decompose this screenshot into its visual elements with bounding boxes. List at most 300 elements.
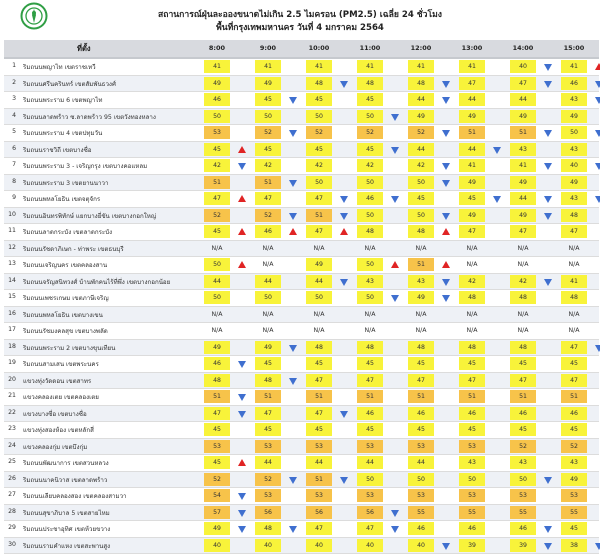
trend-down-arrow-icon [493, 147, 501, 154]
pm25-value-cell: 50 [561, 126, 587, 139]
pm25-value-cell: 57 [204, 506, 230, 519]
pm25-value-cell: 48 [408, 225, 434, 238]
station-location: ริมถนนพระราม 3 เขตยานนาวา [23, 178, 203, 188]
trend-down-arrow-icon [340, 279, 348, 286]
trend-down-arrow-icon [238, 526, 246, 533]
pm25-value-cell: 49 [510, 110, 536, 123]
row-number: 21 [4, 392, 16, 399]
table-row [4, 439, 599, 456]
row-number: 2 [4, 79, 16, 86]
trend-up-arrow-icon [238, 261, 246, 268]
pm25-value-cell: N/A [255, 324, 281, 337]
table-row [4, 455, 599, 472]
station-location: ริมถนนพัฒนาการ เขตสวนหลวง [23, 458, 203, 468]
pm25-value-cell: 41 [255, 60, 281, 73]
time-column-header: 12:00 [398, 44, 444, 52]
pm25-value-cell: 51 [255, 390, 281, 403]
station-location: ริมถนนรามคำแหง เขตสะพานสูง [23, 541, 203, 551]
trend-down-arrow-icon [442, 97, 450, 104]
trend-down-arrow-icon [289, 378, 297, 385]
trend-down-arrow-icon [442, 543, 450, 550]
pm25-value-cell: 48 [561, 291, 587, 304]
row-number: 28 [4, 508, 16, 515]
pm25-value-cell: 49 [561, 176, 587, 189]
pm25-value-cell: N/A [204, 242, 230, 255]
trend-down-arrow-icon [442, 81, 450, 88]
pm25-value-cell: 51 [408, 390, 434, 403]
station-location: แขวงทุ่งสองห้อง เขตหลักสี่ [23, 425, 203, 435]
pm25-value-cell: 55 [459, 506, 485, 519]
station-location: แขวงทุ่งวัดดอน เขตสาทร [23, 376, 203, 386]
pm25-value-cell: 47 [357, 374, 383, 387]
pm25-value-cell: 50 [357, 176, 383, 189]
pm25-value-cell: 43 [561, 93, 587, 106]
trend-down-arrow-icon [544, 279, 552, 286]
pm25-value-cell: 45 [306, 357, 332, 370]
pm25-value-cell: 46 [357, 192, 383, 205]
station-location: ริมถนนลาดกระบัง เขตลาดกระบัง [23, 227, 203, 237]
table-row [4, 109, 599, 126]
pm25-value-cell: N/A [408, 324, 434, 337]
pm25-value-cell: 47 [459, 374, 485, 387]
pm25-value-cell: 47 [306, 192, 332, 205]
time-column-header: 15:00 [551, 44, 597, 52]
pm25-value-cell: N/A [204, 308, 230, 321]
pm25-value-cell: 43 [561, 192, 587, 205]
pm25-value-cell: 50 [306, 176, 332, 189]
row-number: 23 [4, 425, 16, 432]
pm25-value-cell: 44 [204, 275, 230, 288]
pm25-value-cell: 47 [510, 77, 536, 90]
pm25-value-cell: 45 [357, 357, 383, 370]
row-number: 10 [4, 211, 16, 218]
row-number: 7 [4, 161, 16, 168]
pm25-value-cell: 49 [408, 291, 434, 304]
trend-down-arrow-icon [442, 279, 450, 286]
pm25-value-cell: 48 [357, 77, 383, 90]
pm25-value-cell: 48 [357, 225, 383, 238]
table-row [4, 241, 599, 258]
pm25-value-cell: 51 [408, 258, 434, 271]
pm25-value-cell: 50 [306, 110, 332, 123]
row-number: 6 [4, 145, 16, 152]
table-row [4, 307, 599, 324]
row-number: 1 [4, 62, 16, 69]
pm25-value-cell: 41 [459, 159, 485, 172]
trend-down-arrow-icon [289, 213, 297, 220]
pm25-value-cell: 48 [306, 341, 332, 354]
pm25-value-cell: 42 [357, 159, 383, 172]
row-number: 25 [4, 458, 16, 465]
pm25-value-cell: 45 [306, 423, 332, 436]
pm25-value-cell: N/A [306, 324, 332, 337]
pm25-value-cell: 52 [255, 473, 281, 486]
pm25-value-cell: 45 [408, 192, 434, 205]
pm25-value-cell: 47 [255, 407, 281, 420]
pm25-value-cell: 50 [408, 209, 434, 222]
trend-down-arrow-icon [544, 163, 552, 170]
pm25-value-cell: 45 [204, 456, 230, 469]
pm25-value-cell: 49 [204, 522, 230, 535]
pm25-value-cell: 52 [561, 440, 587, 453]
pm25-table [4, 40, 599, 554]
pm25-value-cell: 45 [204, 423, 230, 436]
row-number: 24 [4, 442, 16, 449]
pm25-value-cell: 43 [408, 275, 434, 288]
pm25-value-cell: 48 [510, 341, 536, 354]
trend-down-arrow-icon [391, 196, 399, 203]
trend-down-arrow-icon [442, 163, 450, 170]
pm25-value-cell: N/A [357, 324, 383, 337]
trend-down-arrow-icon [289, 345, 297, 352]
pm25-value-cell: 53 [408, 440, 434, 453]
pm25-value-cell: 51 [204, 176, 230, 189]
row-number: 20 [4, 376, 16, 383]
pm25-value-cell: 55 [408, 506, 434, 519]
pm25-value-cell: 53 [306, 489, 332, 502]
pm25-value-cell: 46 [510, 407, 536, 420]
pm25-value-cell: 50 [357, 258, 383, 271]
trend-up-arrow-icon [289, 228, 297, 235]
table-row [4, 389, 599, 406]
pm25-value-cell: N/A [510, 258, 536, 271]
trend-down-arrow-icon [544, 543, 552, 550]
pm25-value-cell: 50 [204, 291, 230, 304]
pm25-value-cell: 41 [408, 60, 434, 73]
pm25-value-cell: 47 [357, 522, 383, 535]
row-number: 19 [4, 359, 16, 366]
pm25-value-cell: 49 [204, 77, 230, 90]
pm25-value-cell: 50 [204, 258, 230, 271]
pm25-value-cell: 53 [408, 489, 434, 502]
pm25-value-cell: 47 [561, 225, 587, 238]
pm25-value-cell: 53 [204, 126, 230, 139]
pm25-value-cell: 43 [357, 275, 383, 288]
pm25-value-cell: 50 [255, 291, 281, 304]
pm25-value-cell: 47 [204, 407, 230, 420]
pm25-value-cell: N/A [204, 324, 230, 337]
pm25-value-cell: 51 [306, 390, 332, 403]
trend-down-arrow-icon [391, 114, 399, 121]
pm25-value-cell: 51 [306, 473, 332, 486]
pm25-value-cell: 45 [255, 93, 281, 106]
pm25-value-cell: 40 [561, 159, 587, 172]
trend-down-arrow-icon [544, 81, 552, 88]
pm25-value-cell: 41 [561, 275, 587, 288]
station-location: ริมถนนพหลโยธิน เขตบางเขน [23, 310, 203, 320]
pm25-value-cell: 47 [306, 522, 332, 535]
pm25-value-cell: 49 [306, 258, 332, 271]
row-number: 15 [4, 293, 16, 300]
pm25-value-cell: 45 [459, 192, 485, 205]
pm25-value-cell: 41 [459, 60, 485, 73]
pm25-value-cell: 49 [459, 209, 485, 222]
pm25-value-cell: 53 [459, 440, 485, 453]
pm25-value-cell: 50 [459, 473, 485, 486]
pm25-value-cell: 47 [408, 374, 434, 387]
pm25-value-cell: 44 [306, 275, 332, 288]
pm25-value-cell: N/A [408, 308, 434, 321]
pm25-value-cell: 49 [408, 110, 434, 123]
station-location: ริมถนนพระราม 4 เขตปทุมวัน [23, 128, 203, 138]
station-location: ริมถนนประชาอุทิศ เขตห้วยขวาง [23, 524, 203, 534]
pm25-value-cell: N/A [306, 308, 332, 321]
trend-down-arrow-icon [442, 295, 450, 302]
pm25-value-cell: 50 [357, 209, 383, 222]
trend-down-arrow-icon [595, 196, 600, 203]
trend-down-arrow-icon [238, 411, 246, 418]
pm25-value-cell: 41 [510, 159, 536, 172]
pm25-value-cell: 45 [255, 423, 281, 436]
pm25-value-cell: 44 [408, 143, 434, 156]
pm25-value-cell: 48 [459, 341, 485, 354]
pm25-value-cell: 47 [510, 374, 536, 387]
trend-down-arrow-icon [391, 147, 399, 154]
row-number: 5 [4, 128, 16, 135]
row-number: 9 [4, 194, 16, 201]
pm25-value-cell: N/A [561, 258, 587, 271]
pm25-value-cell: 49 [561, 110, 587, 123]
trend-down-arrow-icon [544, 526, 552, 533]
trend-down-arrow-icon [595, 97, 600, 104]
table-row [4, 59, 599, 76]
pm25-value-cell: 50 [357, 291, 383, 304]
pm25-value-cell: 47 [561, 341, 587, 354]
pm25-value-cell: 44 [459, 93, 485, 106]
table-row [4, 472, 599, 489]
trend-down-arrow-icon [442, 213, 450, 220]
pm25-value-cell: 44 [306, 456, 332, 469]
pm25-value-cell: 48 [357, 341, 383, 354]
pm25-value-cell: 40 [408, 539, 434, 552]
time-column-header: 14:00 [500, 44, 546, 52]
pm25-value-cell: 53 [459, 489, 485, 502]
pm25-value-cell: 45 [408, 423, 434, 436]
pm25-value-cell: 50 [204, 110, 230, 123]
trend-down-arrow-icon [289, 130, 297, 137]
table-row [4, 92, 599, 109]
pm25-value-cell: 48 [306, 77, 332, 90]
table-row [4, 521, 599, 538]
trend-down-arrow-icon [442, 130, 450, 137]
station-location: ริมถนนลาดพร้าว ซ.ลาดพร้าว 95 เขตวังทองหลาง [23, 112, 203, 122]
trend-down-arrow-icon [595, 81, 600, 88]
pm25-value-cell: 55 [510, 506, 536, 519]
row-number: 30 [4, 541, 16, 548]
row-number: 8 [4, 178, 16, 185]
pm25-value-cell: 54 [204, 489, 230, 502]
pm25-value-cell: 40 [255, 539, 281, 552]
pm25-value-cell: N/A [306, 242, 332, 255]
trend-down-arrow-icon [544, 213, 552, 220]
pm25-value-cell: 47 [255, 192, 281, 205]
station-location: แขวงบางซื่อ เขตบางซื่อ [23, 409, 203, 419]
pm25-value-cell: 52 [306, 126, 332, 139]
trend-down-arrow-icon [340, 196, 348, 203]
pm25-value-cell: 51 [306, 209, 332, 222]
trend-down-arrow-icon [340, 81, 348, 88]
pm25-value-cell: 45 [408, 357, 434, 370]
pm25-value-cell: 41 [357, 60, 383, 73]
pm25-value-cell: N/A [561, 324, 587, 337]
pm25-value-cell: 46 [510, 522, 536, 535]
trend-down-arrow-icon [595, 130, 600, 137]
station-location: ริมถนนอินทรพิทักษ์ แยกบางยี่ขัน เขตบางกอกใหญ่ [23, 211, 203, 221]
pm25-value-cell: 45 [561, 522, 587, 535]
pm25-value-cell: 45 [357, 143, 383, 156]
trend-up-arrow-icon [340, 228, 348, 235]
trend-down-arrow-icon [544, 196, 552, 203]
station-location: ริมถนนพระราม 2 เขตบางขุนเทียน [23, 343, 203, 353]
pm25-value-cell: 46 [408, 522, 434, 535]
trend-down-arrow-icon [493, 196, 501, 203]
pm25-value-cell: 43 [510, 143, 536, 156]
pm25-value-cell: 48 [408, 77, 434, 90]
trend-down-arrow-icon [289, 526, 297, 533]
pm25-value-cell: N/A [459, 242, 485, 255]
pm25-value-cell: N/A [408, 242, 434, 255]
pm25-value-cell: 53 [306, 440, 332, 453]
row-number: 4 [4, 112, 16, 119]
pm25-value-cell: 45 [306, 93, 332, 106]
trend-down-arrow-icon [289, 477, 297, 484]
pm25-value-cell: 43 [510, 456, 536, 469]
trend-down-arrow-icon [289, 180, 297, 187]
pm25-value-cell: 45 [459, 423, 485, 436]
trend-up-arrow-icon [238, 146, 246, 153]
pm25-value-cell: 47 [459, 77, 485, 90]
pm25-value-cell: 53 [561, 489, 587, 502]
table-row [4, 406, 599, 423]
pm25-value-cell: 48 [459, 291, 485, 304]
pm25-value-cell: 50 [408, 473, 434, 486]
pm25-value-cell: 50 [357, 110, 383, 123]
pm25-value-cell: 40 [510, 60, 536, 73]
trend-down-arrow-icon [238, 510, 246, 517]
row-number: 29 [4, 524, 16, 531]
table-row [4, 488, 599, 505]
station-location: ริมถนนพระราม 6 เขตพญาไท [23, 95, 203, 105]
station-location: ริมถนนจรัญสนิทวงศ์ บ้านพักคนไร้ที่พึ่ง เขตบางกอกน้อย [23, 277, 203, 287]
pm25-value-cell: 51 [204, 390, 230, 403]
pm25-value-cell: 46 [408, 407, 434, 420]
pm25-value-cell: 52 [510, 440, 536, 453]
table-row [4, 274, 599, 291]
trend-up-arrow-icon [238, 228, 246, 235]
station-location: ริมถนนเจริญนคร เขตคลองสาน [23, 260, 203, 270]
pm25-value-cell: 44 [408, 456, 434, 469]
pm25-value-cell: N/A [357, 308, 383, 321]
pm25-value-cell: 45 [204, 143, 230, 156]
row-number: 14 [4, 277, 16, 284]
pm25-value-cell: N/A [459, 308, 485, 321]
time-column-header: 11:00 [347, 44, 393, 52]
pm25-value-cell: 49 [459, 176, 485, 189]
table-row [4, 158, 599, 175]
pm25-value-cell: 53 [510, 489, 536, 502]
row-number: 18 [4, 343, 16, 350]
pm25-value-cell: 47 [459, 225, 485, 238]
row-number: 13 [4, 260, 16, 267]
pm25-value-cell: 43 [459, 456, 485, 469]
pm25-value-cell: 46 [357, 407, 383, 420]
trend-down-arrow-icon [442, 180, 450, 187]
row-number: 12 [4, 244, 16, 251]
pm25-value-cell: 45 [510, 357, 536, 370]
trend-down-arrow-icon [340, 477, 348, 484]
trend-down-arrow-icon [340, 213, 348, 220]
pm25-value-cell: 50 [408, 176, 434, 189]
pm25-value-cell: 42 [459, 275, 485, 288]
pm25-value-cell: 51 [510, 126, 536, 139]
station-location: ริมถนนรัชมงคลสุข เขตบางพลัด [23, 326, 203, 336]
pm25-value-cell: 42 [510, 275, 536, 288]
pm25-value-cell: 45 [357, 423, 383, 436]
pm25-value-cell: 45 [510, 423, 536, 436]
time-column-header: 10:00 [296, 44, 342, 52]
table-body [4, 59, 599, 554]
report-subtitle: พื้นที่กรุงเทพมหานคร วันที่ 4 มกราคม 2564 [0, 20, 600, 34]
table-row [4, 290, 599, 307]
pm25-value-cell: 46 [204, 357, 230, 370]
pm25-value-cell: 40 [306, 539, 332, 552]
pm25-value-cell: 50 [357, 473, 383, 486]
pm25-value-cell: 46 [459, 522, 485, 535]
pm25-value-cell: 45 [204, 225, 230, 238]
pm25-value-cell: 45 [561, 423, 587, 436]
table-row [4, 208, 599, 225]
pm25-value-cell: N/A [510, 308, 536, 321]
pm25-value-cell: 47 [306, 374, 332, 387]
pm25-value-cell: 46 [204, 93, 230, 106]
pm25-value-cell: 44 [357, 456, 383, 469]
trend-down-arrow-icon [391, 526, 399, 533]
pm25-value-cell: 45 [255, 357, 281, 370]
station-location: ริมถนนสุขาภิบาล 5 เขตสายไหม [23, 508, 203, 518]
trend-down-arrow-icon [544, 130, 552, 137]
station-location: แขวงคลองเตย เขตคลองเตย [23, 392, 203, 402]
trend-down-arrow-icon [595, 345, 600, 352]
row-number: 22 [4, 409, 16, 416]
pm25-value-cell: 48 [510, 291, 536, 304]
pm25-value-cell: 53 [204, 440, 230, 453]
pm25-value-cell: 46 [459, 407, 485, 420]
pm25-value-cell: N/A [255, 308, 281, 321]
pm25-value-cell: 52 [204, 473, 230, 486]
pm25-value-cell: 41 [204, 60, 230, 73]
pm25-value-cell: 47 [510, 225, 536, 238]
pm25-value-cell: 48 [255, 522, 281, 535]
station-location: ริมถนนพหลโยธิน เขตจตุจักร [23, 194, 203, 204]
table-row [4, 191, 599, 208]
pm25-value-cell: 45 [459, 357, 485, 370]
trend-down-arrow-icon [595, 543, 600, 550]
trend-up-arrow-icon [238, 459, 246, 466]
pm25-value-cell: 42 [408, 159, 434, 172]
pm25-value-cell: N/A [459, 258, 485, 271]
pm25-value-cell: 48 [408, 341, 434, 354]
trend-up-arrow-icon [595, 63, 600, 70]
station-location: แขวงคลองกุ่ม เขตบึงกุ่ม [23, 442, 203, 452]
trend-down-arrow-icon [544, 477, 552, 484]
pm25-value-cell: 46 [255, 225, 281, 238]
pm25-value-cell: 52 [357, 126, 383, 139]
pm25-value-cell: 42 [204, 159, 230, 172]
trend-down-arrow-icon [238, 394, 246, 401]
station-location: ริมถนนพระราม 3 - เจริญกรุง เขตบางคอแหลม [23, 161, 203, 171]
station-location: ริมถนนราชวิถี เขตบางซื่อ [23, 145, 203, 155]
pm25-value-cell: 50 [255, 110, 281, 123]
